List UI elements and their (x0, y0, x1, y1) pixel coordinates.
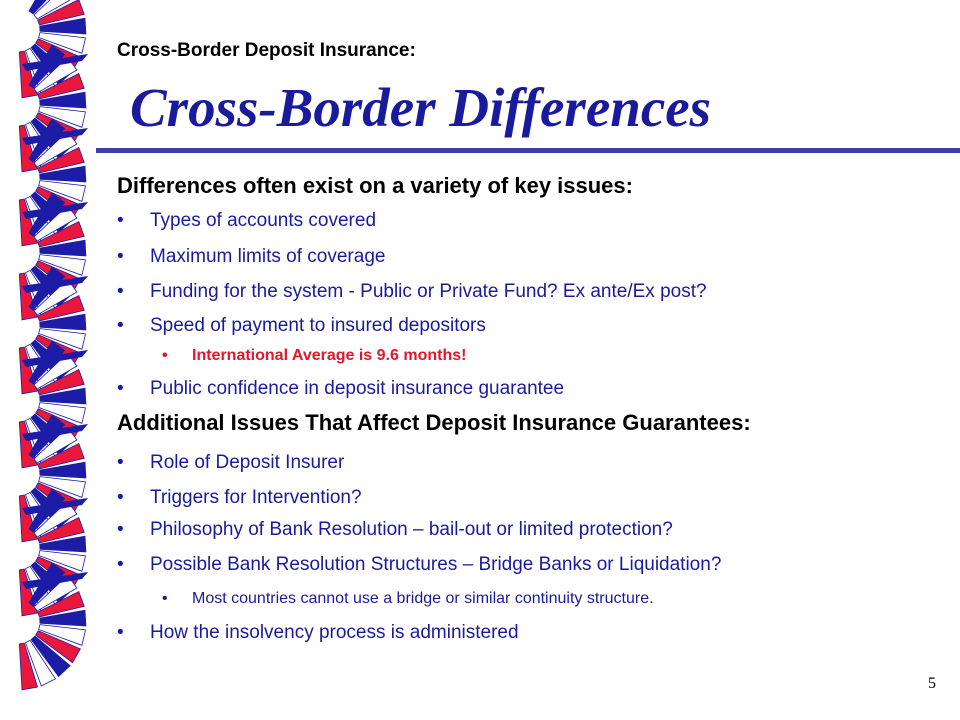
bullet-text: Funding for the system - Public or Private Fund? Ex ante/Ex post? (150, 281, 707, 302)
bullet-text: Philosophy of Bank Resolution – bail-out or limited protection? (150, 519, 673, 540)
bullet-text: Role of Deposit Insurer (150, 452, 345, 473)
slide-title: Cross-Border Differences (130, 77, 712, 138)
section-heading-key-issues: Differences often exist on a variety of key issues: (117, 173, 633, 198)
sub-bullet-glyph: • (162, 590, 168, 607)
bullet-text: Triggers for Intervention? (150, 487, 362, 508)
sub-bullet-text-highlight: International Average is 9.6 months! (192, 347, 467, 364)
slide-kicker: Cross-Border Deposit Insurance: (117, 40, 416, 61)
bullet-glyph: • (117, 246, 124, 267)
bullet-text: Public confidence in deposit insurance guarantee (150, 378, 565, 399)
bullet-glyph: • (117, 452, 124, 473)
bullet-glyph: • (117, 281, 124, 302)
bullet-glyph: • (117, 519, 124, 540)
sub-bullet-text: Most countries cannot use a bridge or similar continuity structure. (192, 590, 654, 607)
sub-bullet-glyph: • (162, 347, 168, 364)
bullet-text: Possible Bank Resolution Structures – Bridge Banks or Liquidation? (150, 554, 722, 575)
bullet-text: Speed of payment to insured depositors (150, 315, 486, 336)
bullet-glyph: • (117, 554, 124, 575)
bullet-glyph: • (117, 622, 124, 643)
page-number: 5 (928, 675, 936, 692)
bullet-glyph: • (117, 210, 124, 231)
bullet-text: Maximum limits of coverage (150, 246, 386, 267)
bullet-text: Types of accounts covered (150, 210, 377, 231)
bullet-glyph: • (117, 487, 124, 508)
bullet-glyph: • (117, 378, 124, 399)
bullet-text: How the insolvency process is administered (150, 622, 519, 643)
section-heading-additional-issues: Additional Issues That Affect Deposit Insurance Guarantees: (117, 410, 751, 435)
bullet-glyph: • (117, 315, 124, 336)
